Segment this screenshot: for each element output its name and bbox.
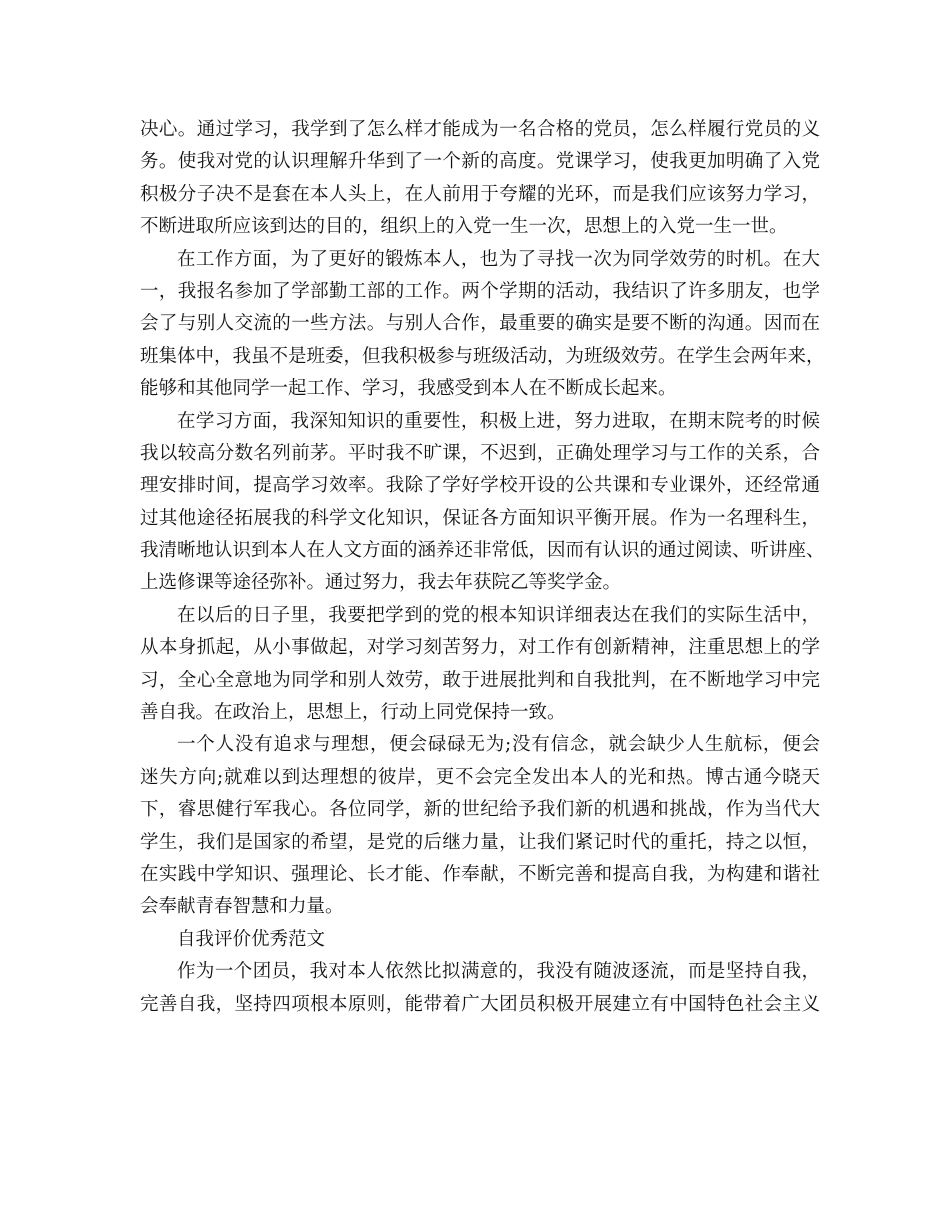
text-line: 会了与别人交流的一些方法。与别人合作，最重要的确实是要不断的沟通。因而在 <box>140 313 820 335</box>
paragraph-first-line: 一个人没有追求与理想，便会碌碌无为;没有信念，就会缺少人生航标，便会 <box>177 734 820 756</box>
text-line: 理安排时间，提高学习效率。我除了学好学校开设的公共课和专业课外，还经常通 <box>140 475 820 497</box>
paragraph-first-line: 作为一个团员，我对本人依然比拟满意的，我没有随波逐流，而是坚持自我， <box>177 961 820 983</box>
text-line: 积极分子决不是套在本人头上，在人前用于夸耀的光环，而是我们应该努力学习， <box>140 183 820 205</box>
text-line: 上选修课等途径弥补。通过努力，我去年获院乙等奖学金。 <box>140 572 622 594</box>
text-line: 会奉献青春智慧和力量。 <box>140 896 344 918</box>
text-line: 班集体中，我虽不是班委，但我积极参与班级活动，为班级效劳。在学生会两年来， <box>140 345 825 367</box>
body-text <box>140 114 825 1021</box>
text-line: 完善自我，坚持四项根本原则，能带着广大团员积极开展建立有中国特色社会主义 <box>140 993 820 1015</box>
text-line: 决心。通过学习，我学到了怎么样才能成为一名合格的党员，怎么样履行党员的义 <box>140 119 820 140</box>
text-line: 不断进取所应该到达的目的，组织上的入党一生一次，思想上的入党一生一世。 <box>140 216 788 238</box>
text-line: 学生，我们是国家的希望，是党的后继力量，让我们紧记时代的重托，持之以恒， <box>140 831 820 853</box>
text-line: 从本身抓起，从小事做起，对学习刻苦努力，对工作有创新精神，注重思想上的学 <box>140 637 820 659</box>
paragraph-first-line: 自我评价优秀范文 <box>177 928 326 950</box>
text-line: 能够和其他同学一起工作、学习，我感受到本人在不断成长起来。 <box>140 378 677 400</box>
text-line: 善自我。在政治上，思想上，行动上同党保持一致。 <box>140 702 566 724</box>
paragraph-first-line: 在以后的日子里，我要把学到的党的根本知识详细表达在我们的实际生活中， <box>177 604 820 626</box>
text-line: 迷失方向;就难以到达理想的彼岸，更不会完全发出本人的光和热。博古通今晓天 <box>140 766 820 788</box>
text-line: 一，我报名参加了学部勤工部的工作。两个学期的活动，我结识了许多朋友，也学 <box>140 280 820 302</box>
text-line: 我以较高分数名列前茅。平时我不旷课，不迟到，正确处理学习与工作的关系，合 <box>140 442 820 464</box>
paragraph-first-line: 在学习方面，我深知知识的重要性，积极上进，努力进取，在期末院考的时候 <box>177 410 820 432</box>
text-line: 习，全心全意地为同学和别人效劳，敢于进展批判和自我批判，在不断地学习中完 <box>140 669 820 691</box>
text-line: 在实践中学知识、强理论、长才能、作奉献，不断完善和提高自我，为构建和谐社 <box>140 863 820 885</box>
paragraph-first-line: 在工作方面，为了更好的锻炼本人，也为了寻找一次为同学效劳的时机。在大 <box>177 248 820 270</box>
text-line: 务。使我对党的认识理解升华到了一个新的高度。党课学习，使我更加明确了入党 <box>140 151 820 173</box>
text-line: 下，睿思健行军我心。各位同学，新的世纪给予我们新的机遇和挑战，作为当代大 <box>140 799 820 821</box>
text-line: 我清晰地认识到本人在人文方面的涵养还非常低，因而有认识的通过阅读、听讲座、 <box>140 540 825 562</box>
text-line: 过其他途径拓展我的科学文化知识，保证各方面知识平衡开展。作为一名理科生， <box>140 507 820 529</box>
